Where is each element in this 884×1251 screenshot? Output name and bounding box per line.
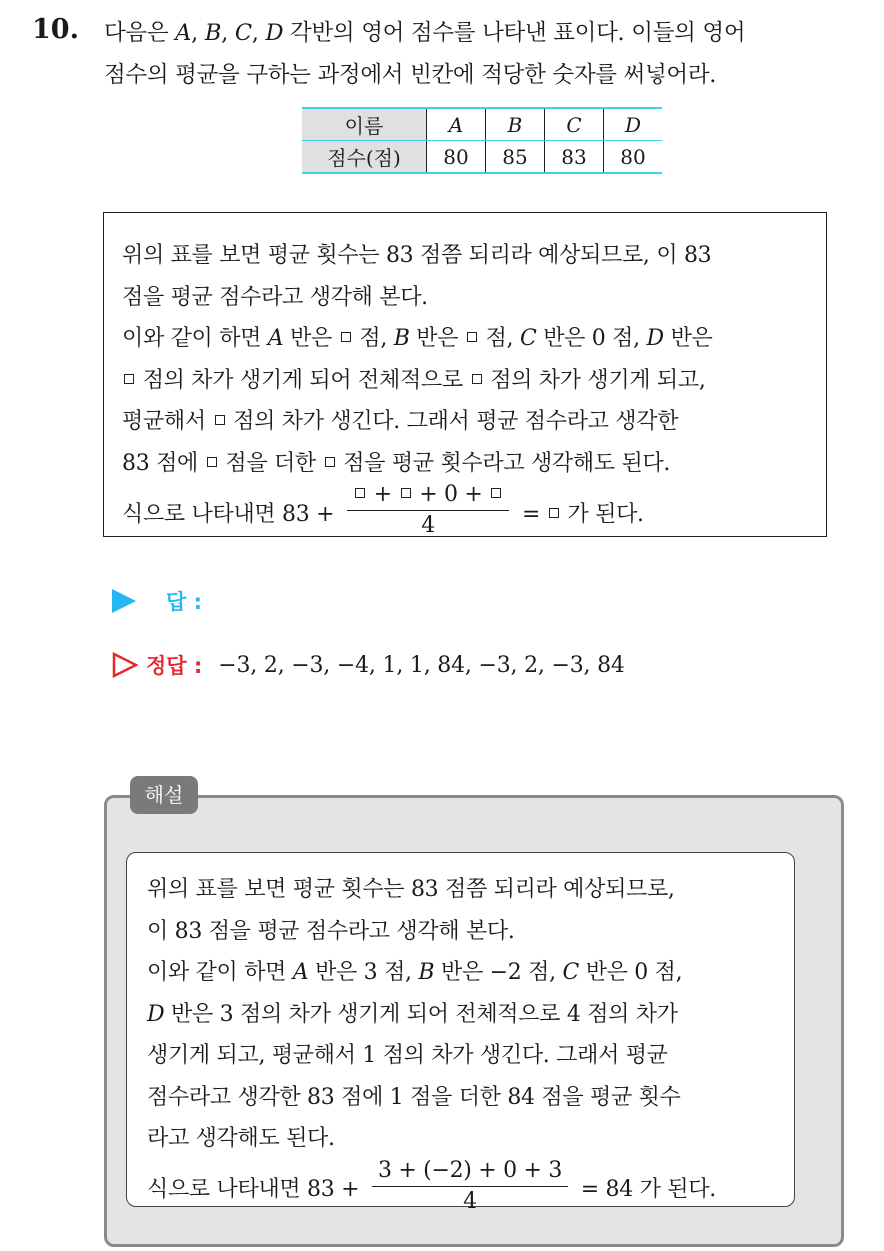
correct-answer-row [112, 650, 625, 680]
answer-row [112, 586, 202, 616]
exp-line-8: 식으로 나타내면 83 + $\frac{3 + (-2) + 0 + 3}{4}$ = 84 가 된다. [147, 1177, 716, 1202]
blank-box[interactable] [341, 332, 351, 342]
table-row-scores [302, 141, 662, 174]
score-cell: 85 [486, 141, 545, 174]
problem-text-line1-pre: 다음은 [104, 20, 176, 46]
exp-line-6: 점수라고 생각한 83 점에 1 점을 더한 84 점을 평균 횟수 [147, 1084, 681, 1110]
explanation-box [126, 852, 795, 1214]
class-d: D [265, 20, 284, 46]
blank-box[interactable] [215, 415, 225, 425]
problem-text-line2: 점수의 평균을 구하는 과정에서 빈칸에 적당한 숫자를 써넣어라. [104, 62, 717, 88]
blank-box[interactable] [124, 374, 134, 384]
problem-text-line1-post: 각반의 영어 점수를 나타낸 표이다. 이들의 영어 [283, 20, 746, 46]
score-cell: 80 [427, 141, 486, 174]
class-c: C [234, 20, 252, 46]
explanation-text [147, 869, 787, 1221]
blank-box[interactable] [472, 374, 482, 384]
fill-line-7: 식으로 나타내면 83 + $\frac{+ + 0 +}{4}$ = 가 된다. [122, 502, 644, 527]
correct-answer-value: −3, 2, −3, −4, 1, 1, 84, −3, 2, −3, 84 [218, 652, 625, 678]
name-cell: D [604, 108, 663, 141]
blank-box[interactable] [207, 457, 217, 467]
exp-line-5: 생기게 되고, 평균해서 1 점의 차가 생긴다. 그래서 평균 [147, 1043, 668, 1068]
problem-text: 다음은 A, B, C, D 각반의 영어 점수를 나타낸 표이다. 이들의 영어 점수의 평균을 구하는 과정에서 빈칸에 적당한 숫자를 써넣어라. [104, 20, 746, 88]
fill-line-5: 평균해서 점의 차가 생긴다. 그래서 평균 점수라고 생각한 [122, 409, 679, 434]
fill-line-2: 점을 평균 점수라고 생각해 본다. [122, 284, 428, 310]
correct-answer-label: 정답 : [146, 654, 203, 678]
exp-line-1: 위의 표를 보면 평균 횟수는 83 점쯤 되리라 예상되므로, [147, 877, 675, 902]
name-cell: A [427, 108, 486, 141]
outline-arrow-icon [112, 652, 138, 678]
exp-line-2: 이 83 점을 평균 점수라고 생각해 본다. [147, 918, 515, 944]
score-cell: 83 [545, 141, 604, 174]
exp-line-4: D 반은 3 점의 차가 생기게 되어 전체적으로 4 점의 차가 [147, 1001, 678, 1027]
answer-label: 답 : [166, 590, 202, 614]
blank-box[interactable] [549, 508, 559, 518]
name-cell: B [486, 108, 545, 141]
blank-box[interactable] [355, 488, 365, 498]
blank-box[interactable] [325, 457, 335, 467]
explanation-fraction: $\frac{3 + (-2) + 0 + 3}{4}$ [372, 1156, 568, 1217]
score-table [302, 107, 662, 174]
blank-box[interactable] [401, 488, 411, 498]
problem-number: 10. [32, 14, 79, 45]
fill-line-4: 점의 차가 생기게 되어 전체적으로 점의 차가 생기게 되고, [122, 368, 706, 393]
play-arrow-icon [112, 589, 136, 613]
name-header: 이름 [302, 108, 427, 141]
score-cell: 80 [604, 141, 663, 174]
fill-in-box [103, 212, 827, 537]
score-header: 점수(점) [302, 141, 427, 174]
blank-fraction: $\frac{+ + 0 +}{4}$ [347, 480, 509, 541]
class-b: B [204, 20, 222, 46]
explanation-tab: 해설 [130, 776, 198, 814]
exp-line-7: 라고 생각해도 된다. [147, 1126, 335, 1151]
fill-in-text [122, 235, 812, 545]
class-a: A [175, 20, 192, 46]
blank-box[interactable] [467, 332, 477, 342]
table-row-names [302, 108, 662, 141]
fill-line-6: 83 점에 점을 더한 점을 평균 횟수라고 생각해도 된다. [122, 450, 671, 476]
fill-line-1: 위의 표를 보면 평균 횟수는 83 점쯤 되리라 예상되므로, 이 83 [122, 243, 712, 268]
blank-box[interactable] [491, 488, 501, 498]
name-cell: C [545, 108, 604, 141]
exp-line-3: 이와 같이 하면 A 반은 3 점, B 반은 −2 점, C 반은 0 점, [147, 960, 683, 985]
fill-line-3: 이와 같이 하면 A 반은 점, B 반은 점, C 반은 0 점, D 반은 [122, 326, 713, 351]
